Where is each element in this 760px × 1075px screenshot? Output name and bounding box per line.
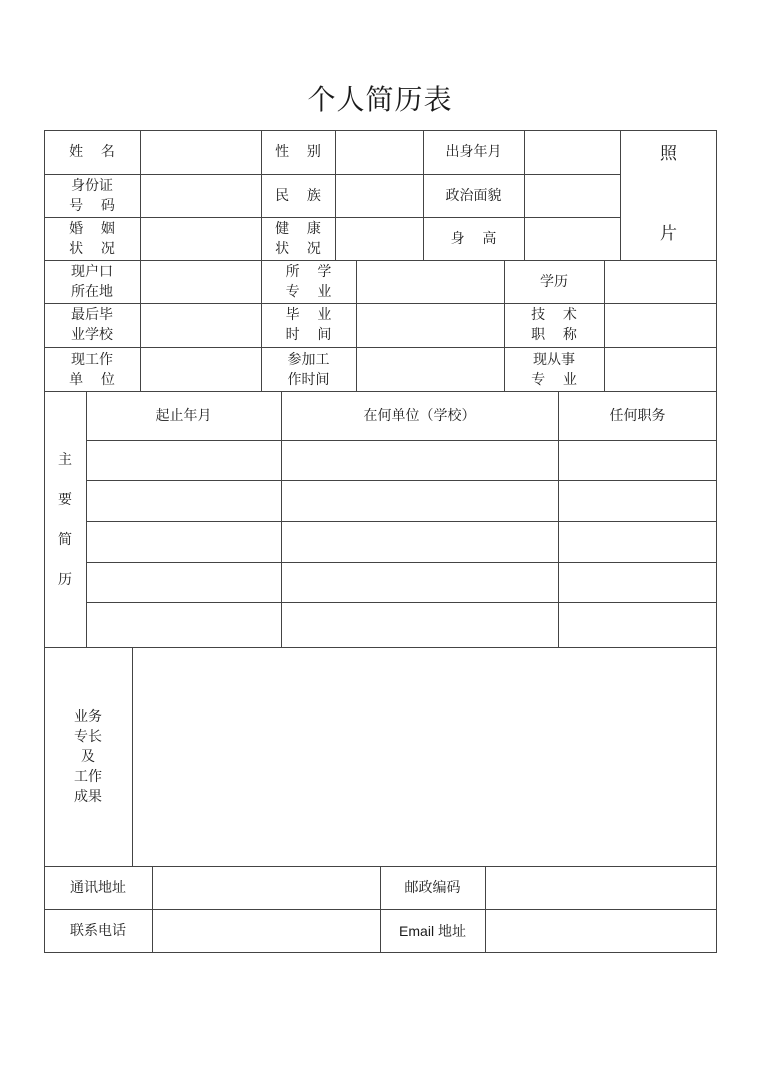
residence-label: 现户口 所在地: [71, 263, 113, 300]
gender-label: 性 别: [275, 144, 321, 160]
name-field[interactable]: [141, 131, 260, 173]
postal-code-field[interactable]: [486, 867, 716, 908]
phone-label: 联系电话: [70, 923, 126, 939]
major-label: 所 学 专 业: [285, 263, 332, 300]
id-number-field[interactable]: [141, 175, 260, 216]
history-cell[interactable]: [282, 603, 557, 647]
work-start-field[interactable]: [357, 348, 503, 391]
height-field[interactable]: [525, 218, 619, 259]
tech-title-label: 技 术 职 称: [531, 307, 577, 343]
history-cell[interactable]: [282, 441, 557, 479]
history-side-label: 主 要 简 历: [58, 451, 72, 588]
marital-status-label: 婚 姻 状 况: [69, 220, 115, 257]
political-status-label: 政治面貌: [445, 187, 502, 204]
residence-field[interactable]: [141, 261, 260, 302]
history-cell[interactable]: [282, 522, 557, 561]
birth-field[interactable]: [525, 131, 619, 173]
birth-label: 出身年月: [445, 144, 502, 160]
history-cell[interactable]: [87, 481, 280, 520]
photo-label-char2: 片: [660, 224, 677, 244]
history-cell[interactable]: [87, 441, 280, 479]
history-cell[interactable]: [282, 563, 557, 601]
history-cell[interactable]: [559, 481, 716, 520]
history-cell[interactable]: [559, 563, 716, 601]
history-cell[interactable]: [87, 603, 280, 647]
address-field[interactable]: [153, 867, 379, 908]
political-status-field[interactable]: [525, 175, 619, 216]
gender-field[interactable]: [336, 131, 422, 173]
health-field[interactable]: [336, 218, 422, 259]
employer-field[interactable]: [141, 348, 260, 391]
education-field[interactable]: [605, 261, 716, 302]
current-major-label: 现从事 专 业: [531, 351, 577, 388]
history-cell[interactable]: [282, 481, 557, 520]
current-major-field[interactable]: [605, 348, 716, 391]
col-unit-header: 在何单位（学校）: [363, 408, 476, 424]
tech-title-field[interactable]: [605, 304, 716, 346]
id-number-label: 身份证 号 码: [69, 177, 115, 214]
ethnicity-field[interactable]: [336, 175, 422, 216]
major-field[interactable]: [357, 261, 503, 302]
school-field[interactable]: [141, 304, 260, 346]
achievements-field[interactable]: [133, 648, 716, 866]
email-field[interactable]: [486, 910, 716, 952]
page-title: 个人简历表: [307, 83, 453, 116]
history-cell[interactable]: [87, 563, 280, 601]
col-position-header: 任何职务: [609, 408, 666, 424]
achievements-label: 业务 专长 及 工作 成果: [74, 709, 102, 805]
graduation-field[interactable]: [357, 304, 503, 346]
name-label: 姓 名: [69, 144, 115, 160]
phone-field[interactable]: [153, 910, 379, 952]
height-label: 身 高: [450, 230, 497, 247]
address-label: 通讯地址: [70, 879, 126, 896]
health-label: 健 康 状 况: [275, 220, 321, 257]
photo-label-char1: 照: [660, 144, 677, 164]
history-cell[interactable]: [87, 522, 280, 561]
school-label: 最后毕 业学校: [71, 307, 113, 343]
email-label: Email 地址: [399, 923, 466, 939]
education-label: 学历: [540, 273, 568, 290]
col-period-header: 起止年月: [155, 408, 212, 424]
history-cell[interactable]: [559, 441, 716, 479]
graduation-label: 毕 业 时 间: [285, 307, 332, 343]
employer-label: 现工作 单 位: [69, 351, 115, 388]
history-cell[interactable]: [559, 603, 716, 647]
work-start-label: 参加工 作时间: [287, 351, 330, 388]
marital-status-field[interactable]: [141, 218, 260, 259]
history-cell[interactable]: [559, 522, 716, 561]
ethnicity-label: 民 族: [275, 187, 321, 204]
postal-code-label: 邮政编码: [404, 879, 461, 896]
